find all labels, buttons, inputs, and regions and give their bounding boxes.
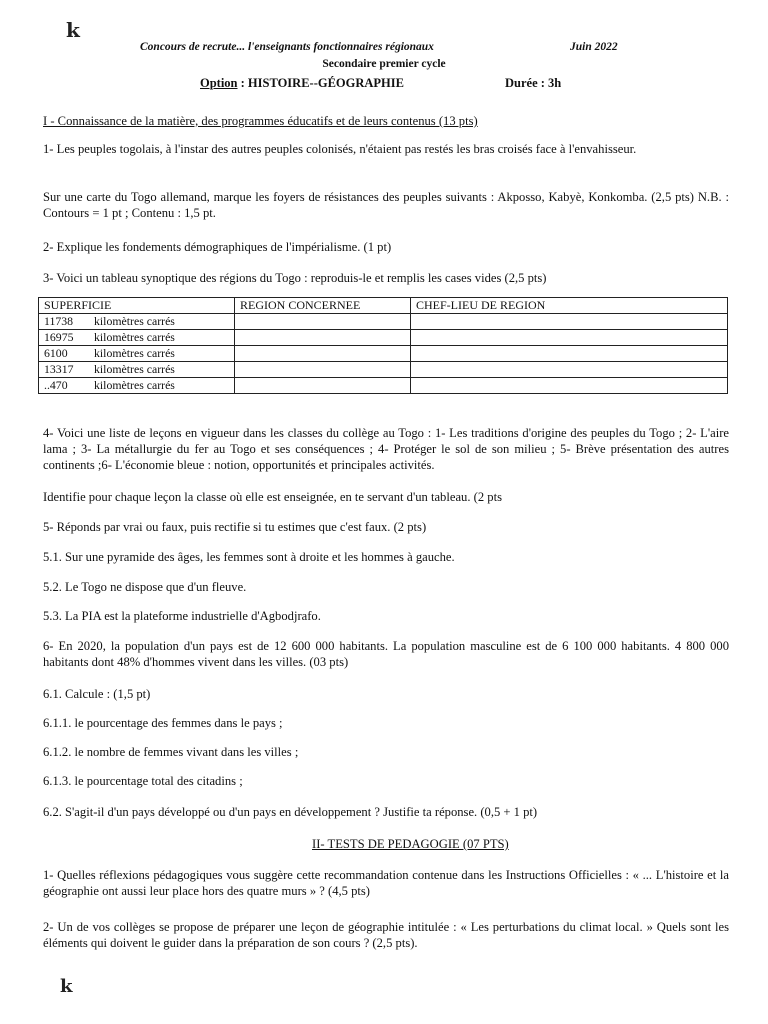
table-cell-empty	[235, 362, 411, 378]
q3-text: 3- Voici un tableau synoptique des régions du Togo : reproduis-le et remplis les cases vides (2,5 pts)	[43, 271, 547, 285]
option-label: Option	[200, 76, 238, 90]
table-row	[39, 314, 728, 330]
q1-intro: 1- Les peuples togolais, à l'instar des autres peuples colonisés, n'étaient pas restés les bras croisés face à l'envahisseur.	[43, 142, 637, 156]
table-header-cell: SUPERFICIE	[39, 298, 235, 314]
exam-title: Concours de recrute... l'enseignants fonctionnaires régionaux	[140, 41, 434, 53]
table-row	[39, 378, 728, 394]
table-header-cell: CHEF-LIEU DE REGION	[411, 298, 728, 314]
area-unit: kilomètres carrés	[94, 378, 175, 393]
option-value: : HISTOIRE--GÉOGRAPHIE	[240, 76, 404, 90]
table-cell-area	[39, 378, 235, 394]
table-cell-area	[39, 314, 235, 330]
q5-2: 5.2. Le Togo ne dispose que d'un fleuve.	[43, 580, 247, 594]
q5-intro: 5- Réponds par vrai ou faux, puis rectifie si tu estimes que c'est faux. (2 pts)	[43, 520, 427, 534]
exam-option	[200, 75, 404, 91]
table-row	[39, 362, 728, 378]
q5-3: 5.3. La PIA est la plateforme industrielle d'Agbodjrafo.	[43, 609, 321, 623]
q6-2: 6.2. S'agit-il d'un pays développé ou d'un pays en développement ? Justifie ta réponse. (0,5 + 1 pt)	[43, 805, 538, 819]
table-cell-empty	[411, 346, 728, 362]
table-row	[39, 330, 728, 346]
q6-intro: 6- En 2020, la population d'un pays est de 12 600 000 habitants. La population masculine est de 6 100 000 habitants. 4 800 000 habitants dont 48% d'hommes vivent dans les villes. (03 pts)	[43, 639, 729, 670]
q4-task: Identifie pour chaque leçon la classe où elle est enseignée, en te servant d'un tableau. (2 pts	[43, 490, 502, 504]
table-header-row	[39, 298, 728, 314]
area-unit: kilomètres carrés	[94, 314, 175, 329]
table-cell-area	[39, 330, 235, 346]
exam-duration: Durée : 3h	[505, 76, 562, 90]
section-2-title: II- TESTS DE PEDAGOGIE (07 PTS)	[312, 837, 509, 851]
q2-text: 2- Explique les fondements démographiques de l'impérialisme. (1 pt)	[43, 240, 392, 254]
area-unit: kilomètres carrés	[94, 346, 175, 361]
area-unit: kilomètres carrés	[94, 362, 175, 377]
area-value: 11738	[44, 314, 74, 329]
section-1-title: I - Connaissance de la matière, des programmes éducatifs et de leurs contenus (13 pts)	[43, 114, 478, 128]
exam-date: Juin 2022	[570, 41, 618, 53]
table-header-cell: REGION CONCERNEE	[235, 298, 411, 314]
table-cell-area	[39, 346, 235, 362]
q1-task: Sur une carte du Togo allemand, marque les foyers de résistances des peuples suivants : Akposso, Kabyè, Konkomba. (2,5 pts) N.B. : Contours = 1 pt ; Contenu : 1,5 pt.	[43, 190, 729, 221]
regions-table	[38, 297, 728, 394]
table-cell-empty	[235, 346, 411, 362]
q6-1: 6.1. Calcule : (1,5 pt)	[43, 687, 151, 701]
q6-1-3: 6.1.3. le pourcentage total des citadins ;	[43, 774, 243, 788]
table-cell-empty	[235, 330, 411, 346]
table-cell-empty	[411, 378, 728, 394]
area-value: 6100	[44, 346, 68, 361]
area-value: 13317	[44, 362, 74, 377]
pedagogy-q1: 1- Quelles réflexions pédagogiques vous suggère cette recommandation contenue dans les Instructions Officielles : « ... L'histoire et la géographie ont aussi leur place hors des quatre murs » ? (4,5 pts)	[43, 868, 729, 899]
area-value: 16975	[44, 330, 74, 345]
table-cell-empty	[235, 314, 411, 330]
table-row	[39, 346, 728, 362]
table-cell-empty	[411, 330, 728, 346]
exam-cycle: Secondaire premier cycle	[322, 58, 446, 70]
q4-text: 4- Voici une liste de leçons en vigueur dans les classes du collège au Togo : 1- Les traditions d'origine des peuples du Togo ; 2- L'aire lama ; 3- La métallurgie du fer au Togo et ses conséquences ; 4- Protéger le sol de son milieu ; 5- Brève présentation des autres continents ;6- L'économie bleue : notion, opportunités et principales activités.	[43, 426, 729, 473]
table-cell-area	[39, 362, 235, 378]
table-cell-empty	[411, 314, 728, 330]
q6-1-1: 6.1.1. le pourcentage des femmes dans le pays ;	[43, 716, 283, 730]
q5-1: 5.1. Sur une pyramide des âges, les femmes sont à droite et les hommes à gauche.	[43, 550, 455, 564]
handwritten-mark-top: k	[66, 18, 80, 42]
q6-1-2: 6.1.2. le nombre de femmes vivant dans les villes ;	[43, 745, 299, 759]
table-cell-empty	[235, 378, 411, 394]
area-unit: kilomètres carrés	[94, 330, 175, 345]
pedagogy-q2: 2- Un de vos collèges se propose de préparer une leçon de géographie intitulée : « Les perturbations du climat local. » Quels sont les éléments qui doivent le guider dans la préparation de son cours ? (2,5 pts).	[43, 920, 729, 951]
table-cell-empty	[411, 362, 728, 378]
area-value: ..470	[44, 378, 68, 393]
handwritten-mark-bottom: k	[60, 976, 73, 997]
